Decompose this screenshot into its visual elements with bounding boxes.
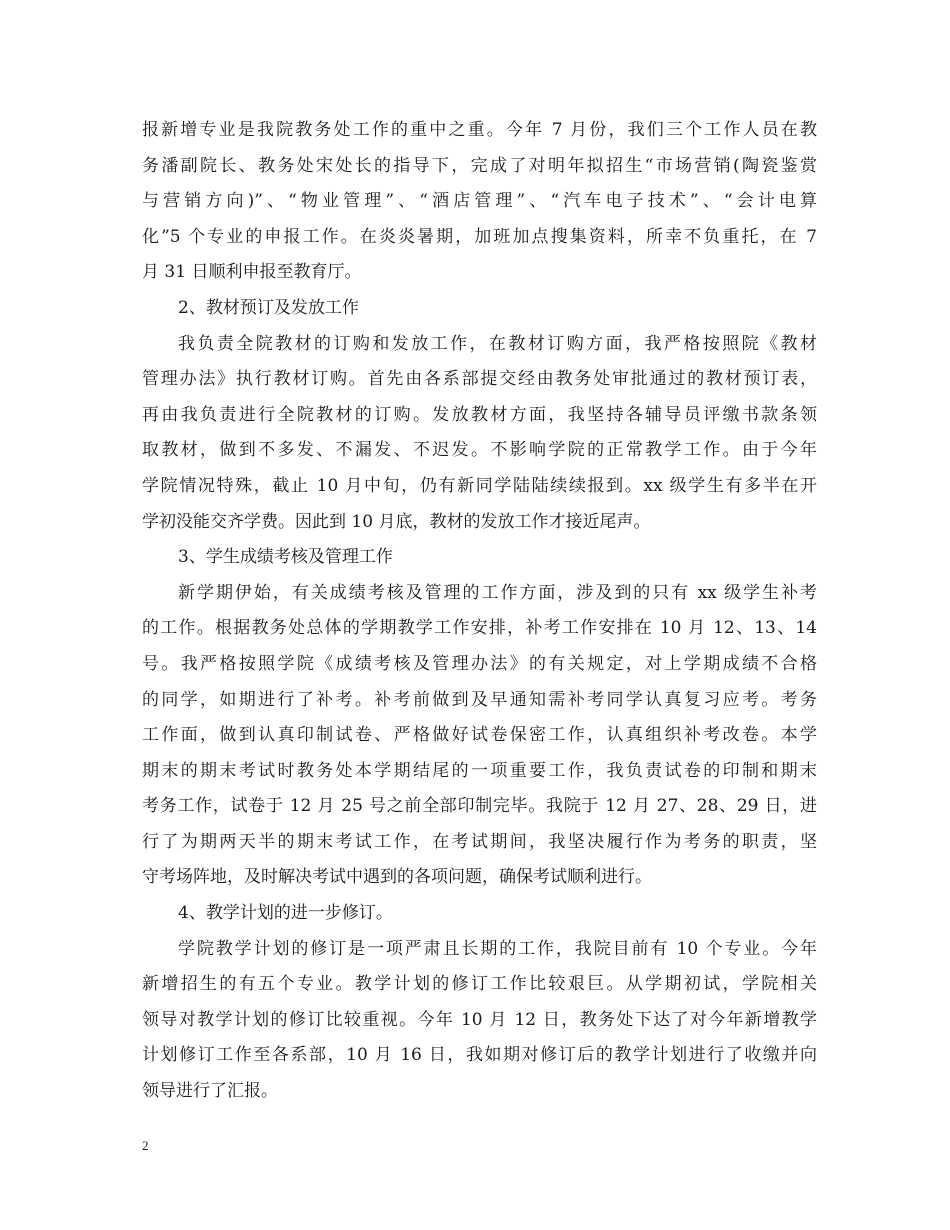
text-line: 报新增专业是我院教务处工作的重中之重。今年 7 月份，我们三个工作人员在教 xyxy=(142,120,817,140)
text-line: 与营销方向)”、“物业管理”、“酒店管理”、“汽车电子技术”、“会计电算 xyxy=(142,191,817,212)
text-line: 的工作。根据教务处总体的学期教学工作安排，补考工作安排在 10 月 12、13、14 xyxy=(142,618,817,639)
text-line: 再由我负责进行全院教材的订购。发放教材方面，我坚持各辅导员评缴书款条领 xyxy=(142,404,817,425)
text-line: 计划修订工作至各系部，10 月 16 日，我如期对修订后的教学计划进行了收缴并向 xyxy=(142,1045,817,1066)
text-line: 我负责全院教材的订购和发放工作，在教材订购方面，我严格按照院《教材 xyxy=(178,333,817,354)
section-heading: 4、教学计划的进一步修订。 xyxy=(178,903,393,924)
text-line: 化”5 个专业的申报工作。在炎炎暑期，加班加点搜集资料，所幸不负重托，在 7 xyxy=(142,226,817,247)
text-line: 领导进行了汇报。 xyxy=(142,1081,278,1102)
text-line: 取教材，做到不多发、不漏发、不迟发。不影响学院的正常教学工作。由于今年 xyxy=(142,440,817,461)
text-line: 学初没能交齐学费。因此到 10 月底，教材的发放工作才接近尾声。 xyxy=(142,511,651,532)
text-line: 新学期伊始，有关成绩考核及管理的工作方面，涉及到的只有 xx 级学生补考 xyxy=(178,582,817,603)
text-line: 领导对教学计划的修订比较重视。今年 10 月 12 日，教务处下达了对今年新增教学 xyxy=(142,1009,817,1030)
text-line: 行了为期两天半的期末考试工作，在考试期间，我坚决履行作为考务的职责，坚 xyxy=(142,831,817,852)
text-line: 务潘副院长、教务处宋处长的指导下，完成了对明年拟招生“市场营销(陶瓷鉴赏 xyxy=(142,155,817,176)
text-line: 期末的期末考试时教务处本学期结尾的一项重要工作，我负责试卷的印制和期末 xyxy=(142,760,817,781)
page-number: 2 xyxy=(142,1138,149,1153)
section-heading: 2、教材预订及发放工作 xyxy=(178,297,359,318)
text-line: 新增招生的有五个专业。教学计划的修订工作比较艰巨。从学期初试，学院相关 xyxy=(142,974,817,995)
text-line: 学院情况特殊，截止 10 月中旬，仍有新同学陆陆续续报到。xx 级学生有多半在开 xyxy=(142,475,817,496)
text-line: 学院教学计划的修订是一项严肃且长期的工作，我院目前有 10 个专业。今年 xyxy=(178,938,817,959)
text-line: 号。我严格按照学院《成绩考核及管理办法》的有关规定，对上学期成绩不合格 xyxy=(142,653,817,674)
text-line: 管理办法》执行教材订购。首先由各系部提交经由教务处审批通过的教材预订表， xyxy=(142,369,817,390)
text-line: 工作面，做到认真印制试卷、严格做好试卷保密工作，认真组织补考改卷。本学 xyxy=(142,725,817,746)
text-line: 考务工作，试卷于 12 月 25 号之前全部印制完毕。我院于 12 月 27、28、29 日，进 xyxy=(142,796,817,817)
section-heading: 3、学生成绩考核及管理工作 xyxy=(178,547,393,568)
text-line: 的同学，如期进行了补考。补考前做到及早通知需补考同学认真复习应考。考务 xyxy=(142,689,817,710)
body-text xyxy=(142,113,817,1110)
text-line: 守考场阵地，及时解决考试中遇到的各项问题，确保考试顺利进行。 xyxy=(142,867,652,888)
text-line: 月 31 日顺利申报至教育厅。 xyxy=(142,262,362,283)
